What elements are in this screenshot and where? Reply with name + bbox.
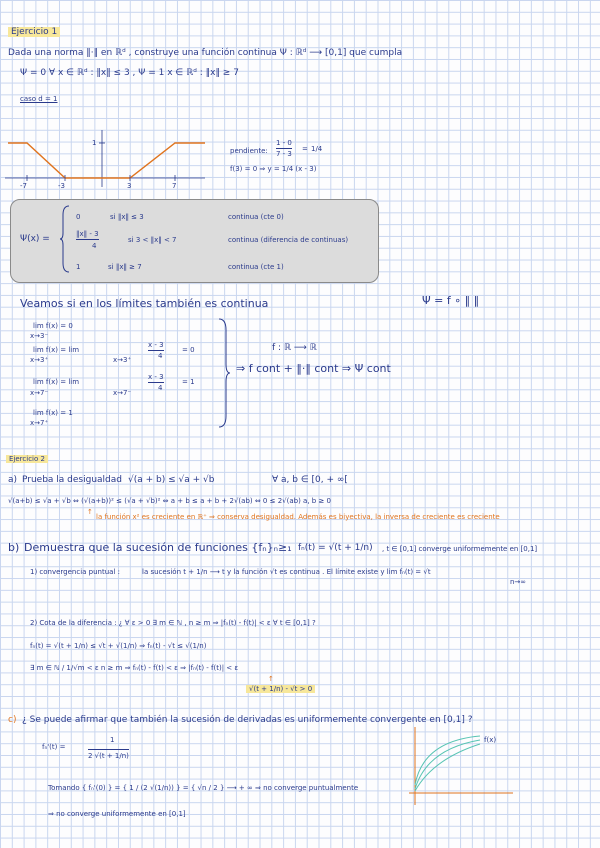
limit-3-sub-b: x→7⁻	[113, 389, 132, 397]
part-a-note: la función x² es creciente en ℝ⁺ ⇒ conserva desigualdad. Además es biyectiva, la inversa de creciente es creciente	[96, 513, 500, 521]
part-c-text: ¿ Se puede afirmar que también la sucesión de derivadas es uniformemente convergente en [0,1] ?	[22, 715, 473, 725]
part-c-deriv-num: 1	[110, 736, 115, 744]
ej1-statement: Dada una norma ‖·‖ en ℝᵈ , construye una función continua Ψ : ℝᵈ ⟶ [0,1] que cumpla	[8, 48, 403, 58]
line-equation: f(3) = 0 ⇒ y = 1/4 (x - 3)	[230, 165, 317, 173]
piece1-note: continua (cte 0)	[228, 213, 284, 221]
right-brace	[218, 318, 230, 428]
part-a-proof: √(a+b) ≤ √a + √b ⇔ (√(a+b))² ≤ (√a + √b)² ⇔ a + b ≤ a + b + 2√(ab) ⇔ 0 ≤ 2√(ab) a, b ≥ 0	[8, 497, 331, 505]
left-brace	[60, 205, 70, 273]
limit-3: lim f(x) = lim	[33, 378, 80, 386]
part-b1-text: la sucesión t + 1/n ⟶ t y la función √t es continua . El límite existe y lim fₙ(t) = √t	[142, 568, 431, 576]
piece3-value: 1	[76, 263, 81, 271]
ej1-title: Ejercicio 1	[8, 27, 60, 37]
slope-equals: =	[302, 145, 308, 153]
map-f: f : ℝ ⟶ ℝ	[272, 343, 317, 353]
part-c-deriv-den: 2 √(t + 1/n)	[88, 749, 129, 761]
part-c-graph-label: f(x)	[484, 736, 497, 744]
part-c-conclusion: ⇒ no converge uniformemente en [0,1]	[48, 810, 186, 818]
slope-value: 1/4	[311, 145, 323, 153]
piece1-value: 0	[76, 213, 81, 221]
piece2-numerator: ‖x‖ - 3	[76, 230, 99, 238]
part-a-domain: ∀ a, b ∈ [0, + ∞[	[272, 475, 348, 485]
piecewise-graph	[0, 125, 210, 195]
limit-3-den: 4	[158, 384, 163, 392]
part-a-note-marker: ↑	[87, 508, 93, 516]
part-a-text: Prueba la desigualdad	[22, 475, 122, 485]
part-c-label: c)	[8, 715, 17, 725]
part-b-domain: , t ∈ [0,1] converge uniformemente en [0,1]	[382, 545, 538, 553]
graph-y-tick: 1	[92, 139, 97, 147]
part-b-text: Demuestra que la sucesión de funciones {fₙ}ₙ≥₁	[24, 541, 292, 554]
limit-2: lim f(x) = lim	[33, 346, 80, 354]
ej2-title: Ejercicio 2	[6, 455, 48, 463]
part-b2-line2: ∃ m ∈ ℕ / 1/√m < ε n ≥ m ⇒ fₙ(t) - f(t) < ε ⇒ |fₙ(t) - f(t)| < ε	[30, 664, 239, 672]
piece3-note: continua (cte 1)	[228, 263, 284, 271]
limit-2-result: = 0	[182, 346, 195, 354]
ej1-conditions: Ψ = 0 ∀ x ∈ ℝᵈ : ‖x‖ ≤ 3 , Ψ = 1 x ∈ ℝᵈ : ‖x‖ ≥ 7	[20, 68, 239, 78]
part-a-inequality: √(a + b) ≤ √a + √b	[128, 475, 215, 485]
limit-2-den: 4	[158, 352, 163, 360]
piece2-condition: si 3 < ‖x‖ < 7	[128, 236, 177, 244]
piece2-note: continua (diferencia de continuas)	[228, 236, 349, 244]
limit-2-sub-a: x→3⁺	[30, 356, 49, 364]
piece1-condition: si ‖x‖ ≤ 3	[110, 213, 144, 221]
limit-3-num: x - 3	[148, 373, 164, 381]
limit-3-result: = 1	[182, 378, 195, 386]
part-c-take: Tomando { fₙ'(0) } = { 1 / (2 √(1/n)) } = { √n / 2 } ⟶ + ∞ ⇒ no converge puntualmente	[48, 784, 359, 792]
limit-3-sub-a: x→7⁻	[30, 389, 49, 397]
part-b-label: b)	[8, 541, 20, 554]
graph-x-tick: 3	[127, 182, 132, 190]
limit-1-sub: x→3⁻	[30, 332, 49, 340]
graph-x-tick: 7	[172, 182, 177, 190]
piece3-condition: si ‖x‖ ≥ 7	[108, 263, 142, 271]
graph-x-tick: -3	[58, 182, 65, 190]
part-c-deriv-lhs: fₙ'(t) =	[42, 743, 66, 751]
limits-intro: Veamos si en los límites también es continua	[20, 297, 269, 310]
part-b-function: fₙ(t) = √(t + 1/n)	[298, 543, 373, 553]
part-a-label: a)	[8, 475, 18, 485]
derivatives-sketch	[405, 725, 515, 805]
part-b2-label: 2) Cota de la diferencia : ¿ ∀ ε > 0 ∃ m ∈ ℕ , n ≥ m ⇒ |fₙ(t) - f(t)| < ε ∀ t ∈ [0,1] ?	[30, 619, 316, 627]
piecewise-lhs: Ψ(x) =	[20, 234, 50, 244]
part-b1-sub: n→∞	[510, 578, 527, 586]
limit-2-sub-b: x→3⁺	[113, 356, 132, 364]
graph-x-tick: -7	[20, 182, 27, 190]
part-b1-label: 1) convergencia puntual :	[30, 568, 120, 576]
composition: Ψ = f ∘ ‖ ‖	[422, 294, 480, 307]
limits-conclusion: ⇒ f cont + ‖·‖ cont ⇒ Ψ cont	[236, 362, 391, 375]
case-label: caso d = 1	[20, 95, 58, 103]
limit-4: lim f(x) = 1	[33, 409, 73, 417]
part-b2-highlight: √(t + 1/n) - √t > 0	[246, 685, 315, 693]
part-b2-line1: fₙ(t) = √(t + 1/n) ≤ √t + √(1/n) ⇒ fₙ(t) - √t ≤ √(1/n)	[30, 642, 207, 650]
piece2-denominator: 4	[92, 242, 97, 250]
slope-numerator: 1 - 0	[276, 139, 292, 147]
limit-1: lim f(x) = 0	[33, 322, 73, 330]
limit-2-num: x - 3	[148, 341, 164, 349]
slope-label: pendiente:	[230, 147, 268, 155]
limit-4-sub: x→7⁺	[30, 419, 49, 427]
slope-denominator: 7 - 3	[276, 150, 292, 158]
part-b2-marker: ↑	[268, 675, 274, 683]
